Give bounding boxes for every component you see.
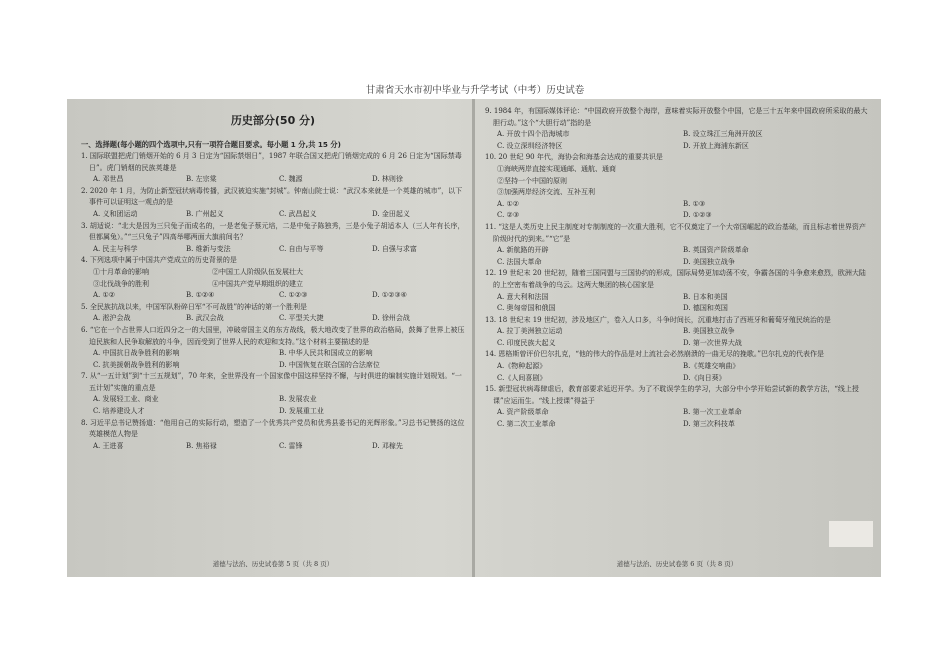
- question-text: 2. 2020 年 1 月，为防止新型冠状病毒传播，武汉被迫实施“封城”。钟南山院士说：“武汉本来就是一个英雄的城市”，以下事件可以证明这一观点的是: [81, 186, 463, 207]
- answer-option: A. 中国抗日战争胜利的影响: [93, 349, 180, 358]
- answer-option: A. 新航路的开辟: [497, 246, 549, 255]
- answer-option: D. 中国恢复在联合国的合法席位: [279, 360, 380, 369]
- answer-option: C. 雷锋: [279, 441, 303, 450]
- answer-option: A.《物种起源》: [497, 362, 547, 371]
- answer-options: [485, 245, 869, 268]
- statement-item: ②坚持一个中国的原则: [497, 176, 567, 185]
- answer-options: [81, 348, 465, 371]
- answer-option: A. 拉丁美洲独立运动: [497, 327, 563, 336]
- answer-option: C. 魏源: [279, 175, 303, 184]
- answer-options: [81, 244, 465, 256]
- answer-option: D. 徐州会战: [372, 314, 410, 323]
- answer-option: D. 德国和英国: [683, 304, 728, 313]
- question-text: 9. 1984 年，有国际媒体评论：“中国政府开放整个海岸，意味着实际开放整个中国，它是三十五年来中国政府所采取的最大胆行动。”这个“大胆行动”指的是: [485, 107, 868, 127]
- answer-options: [81, 394, 465, 417]
- question-text: 6. “它在一个占世界人口近四分之一的大国里，冲破帝国主义的东方战线，极大地改变了世界的政治格局，鼓舞了世界上被压迫民族和人民争取解放的斗争，因而受到了世界人民的欢迎和支持。”这个材料主要描述的是: [81, 325, 465, 346]
- answer-option: C. 自由与平等: [279, 244, 324, 253]
- answer-option: C. 抗美援朝战争胜利的影响: [93, 360, 180, 369]
- answer-option: B. 维新与变法: [186, 244, 231, 253]
- answer-options: [81, 209, 465, 221]
- page-title: 甘肃省天水市初中毕业与升学考试（中考）历史试卷: [365, 85, 585, 96]
- answer-option: C. ①②③: [279, 291, 308, 300]
- answer-options: [81, 290, 465, 302]
- answer-option: A. ①②: [497, 199, 520, 208]
- question-text: 10. 20 世纪 90 年代，海协会和海基会达成的重要共识是: [485, 153, 663, 162]
- answer-option: D. ①②③④: [372, 291, 407, 300]
- answer-option: C. 印度民族大起义: [497, 338, 556, 347]
- left-question-list: [81, 151, 465, 452]
- answer-option: B. 设立珠江三角洲开放区: [683, 130, 763, 139]
- answer-options: [485, 292, 869, 315]
- answer-option: A. 发展轻工业、商业: [93, 395, 159, 404]
- question-text: 5. 全民族抗战以来，中国军队粉碎日军“不可战胜”的神话的第一个胜利是: [81, 302, 308, 311]
- question-5: [485, 315, 869, 350]
- question-text: 12. 19 世纪末 20 世纪初，随着三国同盟与三国协约的形成，国际局势更加动荡不安，争霸各国的斗争愈来愈烈，欧洲大陆的上空密布着战争的乌云。这两大集团的核心国家是: [485, 269, 866, 289]
- answer-option: A. 开放十四个沿海城市: [497, 130, 570, 139]
- answer-option: A. 义和团运动: [93, 209, 138, 218]
- answer-option: B. ①②④: [186, 291, 215, 300]
- question-text: 4. 下列选项中属于中国共产党成立的历史背景的是: [81, 256, 237, 265]
- statement-item: ①十月革命的影响 ②中国工人阶级队伍发展壮大: [93, 267, 303, 276]
- answer-option: D. 第三次科技革: [683, 420, 735, 429]
- question-text: 1. 国际联盟把虎门销烟开始的 6 月 3 日定为“国际禁烟日”，1987 年联合国又把虎门销烟完成的 6 月 26 日定为“国际禁毒日”。虎门销烟的民族英雄是: [81, 152, 462, 172]
- answer-options: [485, 199, 869, 222]
- answer-option: B. ①③: [683, 199, 706, 208]
- answer-options: [485, 361, 869, 384]
- statement-item: ③加强两岸经济交流、互补互利: [497, 188, 595, 197]
- answer-option: C. ②③: [497, 211, 520, 220]
- answer-options: [81, 313, 465, 325]
- right-page: [481, 99, 873, 577]
- answer-options: [485, 129, 869, 152]
- question-2: [485, 152, 869, 222]
- answer-option: B. 日本和美国: [683, 292, 728, 301]
- right-page-footer: 道德与法治、历史试卷第 6 页（共 8 页）: [616, 560, 738, 569]
- question-7: [485, 384, 869, 430]
- answer-option: B. 美国独立战争: [683, 327, 735, 336]
- question-3: [81, 221, 465, 256]
- blank-stamp-area: [829, 521, 873, 547]
- answer-option: C. 平型关大捷: [279, 314, 324, 323]
- answer-option: C. 法国大革命: [497, 257, 542, 266]
- answer-option: B. 第一次工业革命: [683, 408, 742, 417]
- question-1: [485, 106, 869, 152]
- answer-option: A. 民主与科学: [93, 244, 138, 253]
- left-page: [77, 99, 469, 577]
- answer-options: [485, 326, 869, 349]
- answer-options: [81, 174, 465, 186]
- answer-option: C. 培养建设人才: [93, 407, 145, 416]
- question-8: [81, 418, 465, 453]
- answer-option: B. 英国资产阶级革命: [683, 246, 749, 255]
- question-4: [485, 268, 869, 314]
- question-text: 7. 从“一五计划”到“十三五规划”，70 年来，全世界没有一个国家像中国这样坚持不懈，与时俱进的编制实施计划规划。“一五计划”实施的重点是: [81, 372, 462, 392]
- answer-option: B. 焦裕禄: [186, 441, 217, 450]
- question-6: [485, 349, 869, 384]
- answer-option: C. 奥匈帝国和俄国: [497, 304, 556, 313]
- page-spine: [472, 99, 475, 577]
- question-7: [81, 371, 465, 417]
- question-text: 15. 新型冠状病毒肆虐后，教育部要求延迟开学。为了不耽误学生的学习，大部分中小学开始尝试新的教学方法，“线上授课”应运而生。“线上授课”得益于: [485, 385, 859, 405]
- answer-option: D. 林则徐: [372, 175, 403, 184]
- answer-option: D. 开放上海浦东新区: [683, 141, 749, 150]
- question-text: 3. 胡适说：“北大是因为三只兔子而成名的，一是老兔子蔡元培，二是中兔子陈独秀，三是小兔子胡适本人（三人年有长序，但都属兔）。”“三只兔子”四高举哪两面大旗前间名？: [81, 221, 465, 242]
- answer-option: A. 淞沪会战: [93, 314, 131, 323]
- statement-item: ①海峡两岸直接实现通邮、通航、通商: [497, 164, 616, 173]
- question-text: 13. 18 世纪末 19 世纪初，涉及地区广，卷入人口多，斗争时间长，沉重地打击了西班牙和葡萄牙殖民统治的是: [485, 315, 831, 324]
- question-text: 11. “这是人类历史上民主制度对专制制度的一次重大胜利，它不仅奠定了一个大帝国崛起的政治基础，而且标志着世界资产阶级时代的到来。”“它”是: [485, 222, 866, 243]
- section-title: 历史部分(50 分): [230, 114, 316, 127]
- answer-option: D. 第一次世界大战: [683, 338, 742, 347]
- answer-option: B. 左宗棠: [186, 175, 217, 184]
- section-instruction: 一、选择题(每小题的四个选项中,只有一项符合题目要求。每小题 1 分,共 15 分): [81, 140, 341, 149]
- scanned-exam-paper: [67, 99, 881, 577]
- question-5: [81, 302, 465, 325]
- answer-options: [485, 407, 869, 430]
- answer-option: C.《人间喜剧》: [497, 373, 547, 382]
- question-4: [81, 255, 465, 301]
- answer-option: B. 中华人民共和国成立的影响: [279, 349, 373, 358]
- answer-option: D. 金田起义: [372, 209, 410, 218]
- answer-option: C. 设立深圳经济特区: [497, 141, 563, 150]
- right-question-list: [485, 106, 869, 431]
- answer-option: B.《英雄交响曲》: [683, 362, 740, 371]
- answer-option: B. 广州起义: [186, 209, 224, 218]
- answer-option: D. 邓稼先: [372, 441, 403, 450]
- question-3: [485, 222, 869, 268]
- statement-item: ③北伐战争的胜利 ④中国共产党早期组织的建立: [93, 279, 303, 288]
- question-text: 8. 习近平总书记赞扬道：“他用自己的实际行动，塑造了一个优秀共产党员和优秀县委书记的光辉形象。”习总书记赞扬的这位英雄模范人物是: [81, 418, 465, 439]
- answer-option: D. ①②③: [683, 211, 712, 220]
- answer-option: A. 意大利和法国: [497, 292, 549, 301]
- answer-options: [81, 441, 465, 453]
- answer-option: D. 发展重工业: [279, 407, 324, 416]
- question-text: 14. 恩格斯曾评价巴尔扎克，“他的伟大的作品是对上流社会必然崩溃的一曲无尽的挽歌。”巴尔扎克的代表作是: [485, 350, 825, 359]
- answer-option: A. 王进喜: [93, 441, 124, 450]
- answer-option: C. 武昌起义: [279, 209, 317, 218]
- answer-option: A. 资产阶级革命: [497, 408, 549, 417]
- answer-option: A. ①②: [93, 291, 116, 300]
- question-2: [81, 186, 465, 221]
- answer-option: C. 第二次工业革命: [497, 420, 556, 429]
- answer-option: D. 自强与求富: [372, 244, 417, 253]
- answer-option: A. 邓世昌: [93, 175, 124, 184]
- question-6: [81, 325, 465, 371]
- left-page-footer: 道德与法治、历史试卷第 5 页（共 8 页）: [212, 560, 334, 569]
- answer-option: D.《向日葵》: [683, 373, 726, 382]
- answer-option: B. 武汉会战: [186, 314, 224, 323]
- answer-option: B. 发展农业: [279, 395, 317, 404]
- question-1: [81, 151, 465, 186]
- answer-option: D. 美国独立战争: [683, 257, 735, 266]
